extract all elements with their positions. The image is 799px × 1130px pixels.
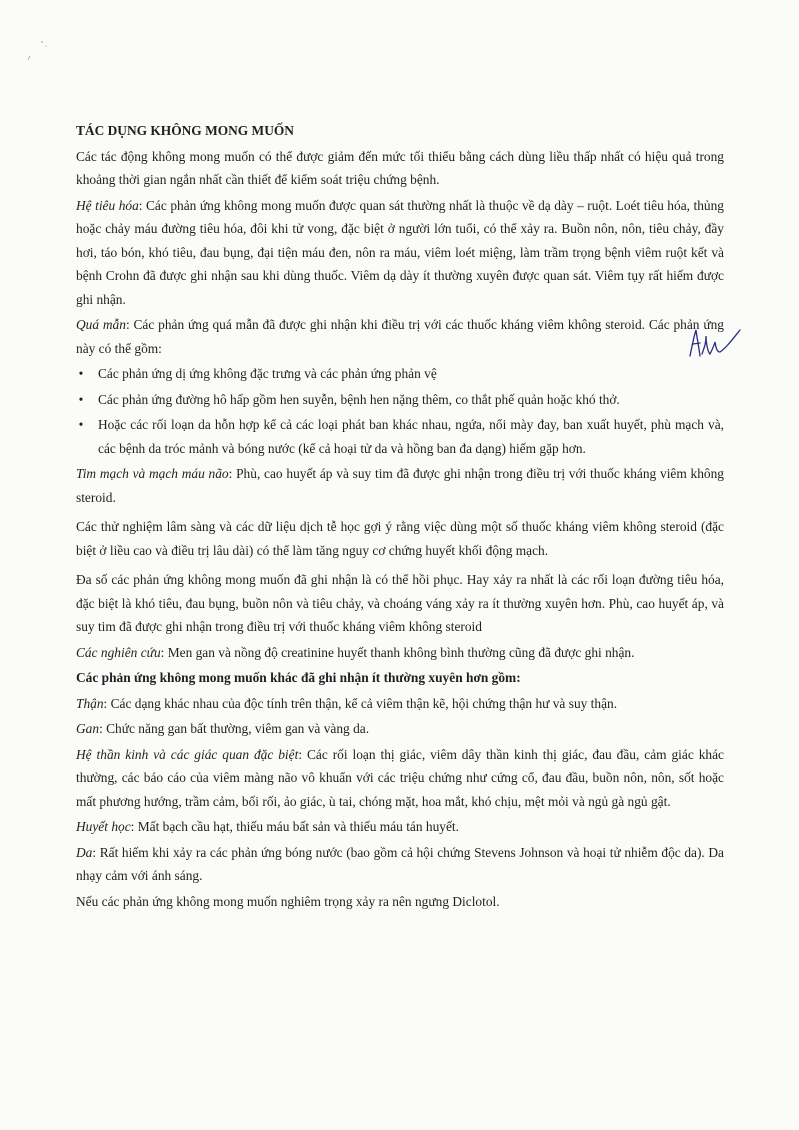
digestive-label: Hệ tiêu hóa <box>76 197 139 213</box>
reversible-paragraph: Đa số các phản ứng không mong muốn đã ghi nhận là có thể hồi phục. Hay xảy ra nhất là các rối loạn đường tiêu hóa, đặc biệt là khó tiêu, đau bụng, buồn nôn và tiêu chảy, và choáng váng xảy ra ít thường xuyên hơn. Phù, cao huyết áp, và suy tim đã được ghi nhận trong điều trị với thuốc kháng viêm không steroid <box>76 572 724 634</box>
digestive-text: : Các phản ứng không mong muốn được quan sát thường nhất là thuộc về dạ dày – ruột. Loét tiêu hóa, thủng hoặc chảy máu đường tiêu hóa, đôi khi tử vong, đặc biệt ở người lớn tuổi, có thể xảy ra. Buồn nôn, nôn, tiêu chảy, đầy hơi, táo bón, khó tiêu, đau bụng, đại tiện máu đen, nôn ra máu, viêm loét miệng, làm trầm trọng bệnh viêm ruột kết và bệnh Crohn đã được ghi nhận sau khi dùng thuốc. Viêm dạ dày ít thường xuyên được quan sát. Viêm tụy rất hiếm được ghi nhận. <box>76 197 724 307</box>
list-item: • Các phản ứng dị ứng không đặc trưng và các phản ứng phản vệ <box>76 362 724 386</box>
cardio-text: : Phù, cao huyết áp và suy tim đã được ghi nhận trong điều trị với thuốc kháng viêm không steroid. <box>76 466 725 505</box>
intro-paragraph: Các tác động không mong muốn có thể được giảm đến mức tối thiểu bằng cách dùng liều thấp nhất có hiệu quả trong khoảng thời gian ngắn nhất cần thiết để kiểm soát triệu chứng bệnh. <box>76 148 724 187</box>
closing-paragraph: Nếu các phản ứng không mong muốn nghiêm trọng xảy ra nên ngưng Diclotol. <box>76 893 500 909</box>
kidney-paragraph <box>76 692 724 716</box>
hypersensitivity-list <box>76 362 724 460</box>
hypersensitivity-paragraph <box>76 313 724 360</box>
hypersensitivity-label: Quá mẫn <box>76 317 126 332</box>
liver-paragraph <box>76 717 724 741</box>
bullet-icon: • <box>78 417 84 432</box>
nervous-label: Hệ thần kinh và các giác quan đặc biệt <box>76 746 299 762</box>
kidney-text: : Các dạng khác nhau của độc tính trên thận, kể cả viêm thận kẽ, hội chứng thận hư và suy thận. <box>103 695 618 711</box>
studies-text: : Men gan và nồng độ creatinine huyết thanh không bình thường cũng đã được ghi nhận. <box>160 644 635 660</box>
cardio-paragraph <box>76 462 724 509</box>
hematology-text: : Mất bạch cầu hạt, thiếu máu bất sản và thiếu máu tán huyết. <box>130 819 459 834</box>
bullet-icon: • <box>78 391 84 407</box>
list-item: • Hoặc các rối loạn da hỗn hợp kể cả các loại phát ban khác nhau, ngứa, nổi mày đay, ban xuất huyết, phù mạch và, các bệnh da tróc mảnh và bóng nước (kể cả hoại tử da và hồng ban đa dạng) hiếm gặp hơn. <box>76 413 724 460</box>
liver-text: : Chức năng gan bất thường, viêm gan và vàng da. <box>99 721 370 736</box>
nervous-paragraph <box>76 743 724 814</box>
hematology-paragraph <box>76 815 724 839</box>
kidney-label: Thận <box>76 695 104 711</box>
other-reactions-heading: Các phản ứng không mong muốn khác đã ghi nhận ít thường xuyên hơn gồm: <box>76 670 521 685</box>
document-page <box>76 119 724 915</box>
skin-text: : Rất hiếm khi xảy ra các phản ứng bóng nước (bao gồm cả hội chứng Stevens Johnson và hoại tử nhiễm độc da). Da nhạy cảm với ánh sáng. <box>76 844 724 883</box>
hematology-label: Huyết học <box>76 819 131 834</box>
scan-specks <box>22 40 52 80</box>
list-item: • Các phản ứng đường hô hấp gồm hen suyễn, bệnh hen nặng thêm, co thắt phế quản hoặc khó thở. <box>76 388 724 412</box>
digestive-paragraph <box>76 194 724 312</box>
liver-label: Gan <box>76 721 100 736</box>
cardio-label: Tim mạch và mạch máu não <box>76 466 229 481</box>
section-heading: TÁC DỤNG KHÔNG MONG MUỐN <box>76 123 294 138</box>
skin-paragraph <box>76 841 724 888</box>
skin-label: Da <box>76 844 93 860</box>
studies-paragraph <box>76 641 724 665</box>
studies-label: Các nghiên cứu <box>76 644 161 660</box>
trials-paragraph: Các thử nghiệm lâm sàng và các dữ liệu dịch tễ học gợi ý rằng việc dùng một số thuốc kháng viêm không steroid (đặc biệt ở liều cao và điều trị lâu dài) có thể làm tăng nguy cơ chứng huyết khối động mạch. <box>76 519 724 558</box>
nervous-text: : Các rối loạn thị giác, viêm dây thần kinh thị giác, đau đầu, cảm giác khác thường, các báo cáo của viêm màng não vô khuẩn với các triệu chứng như cứng cổ, đau đầu, buồn nôn, nôn, sốt hoặc mất phương hướng, trầm cảm, bối rối, ảo giác, ù tai, chóng mặt, hoa mắt, khó chịu, mệt mỏi và ngủ gà ngủ gật. <box>76 746 724 809</box>
hypersensitivity-text: : Các phản ứng quá mẫn đã được ghi nhận khi điều trị với các thuốc kháng viêm không steroid. Các phản ứng này có thể gồm: <box>76 317 724 356</box>
bullet-icon: • <box>78 366 84 381</box>
